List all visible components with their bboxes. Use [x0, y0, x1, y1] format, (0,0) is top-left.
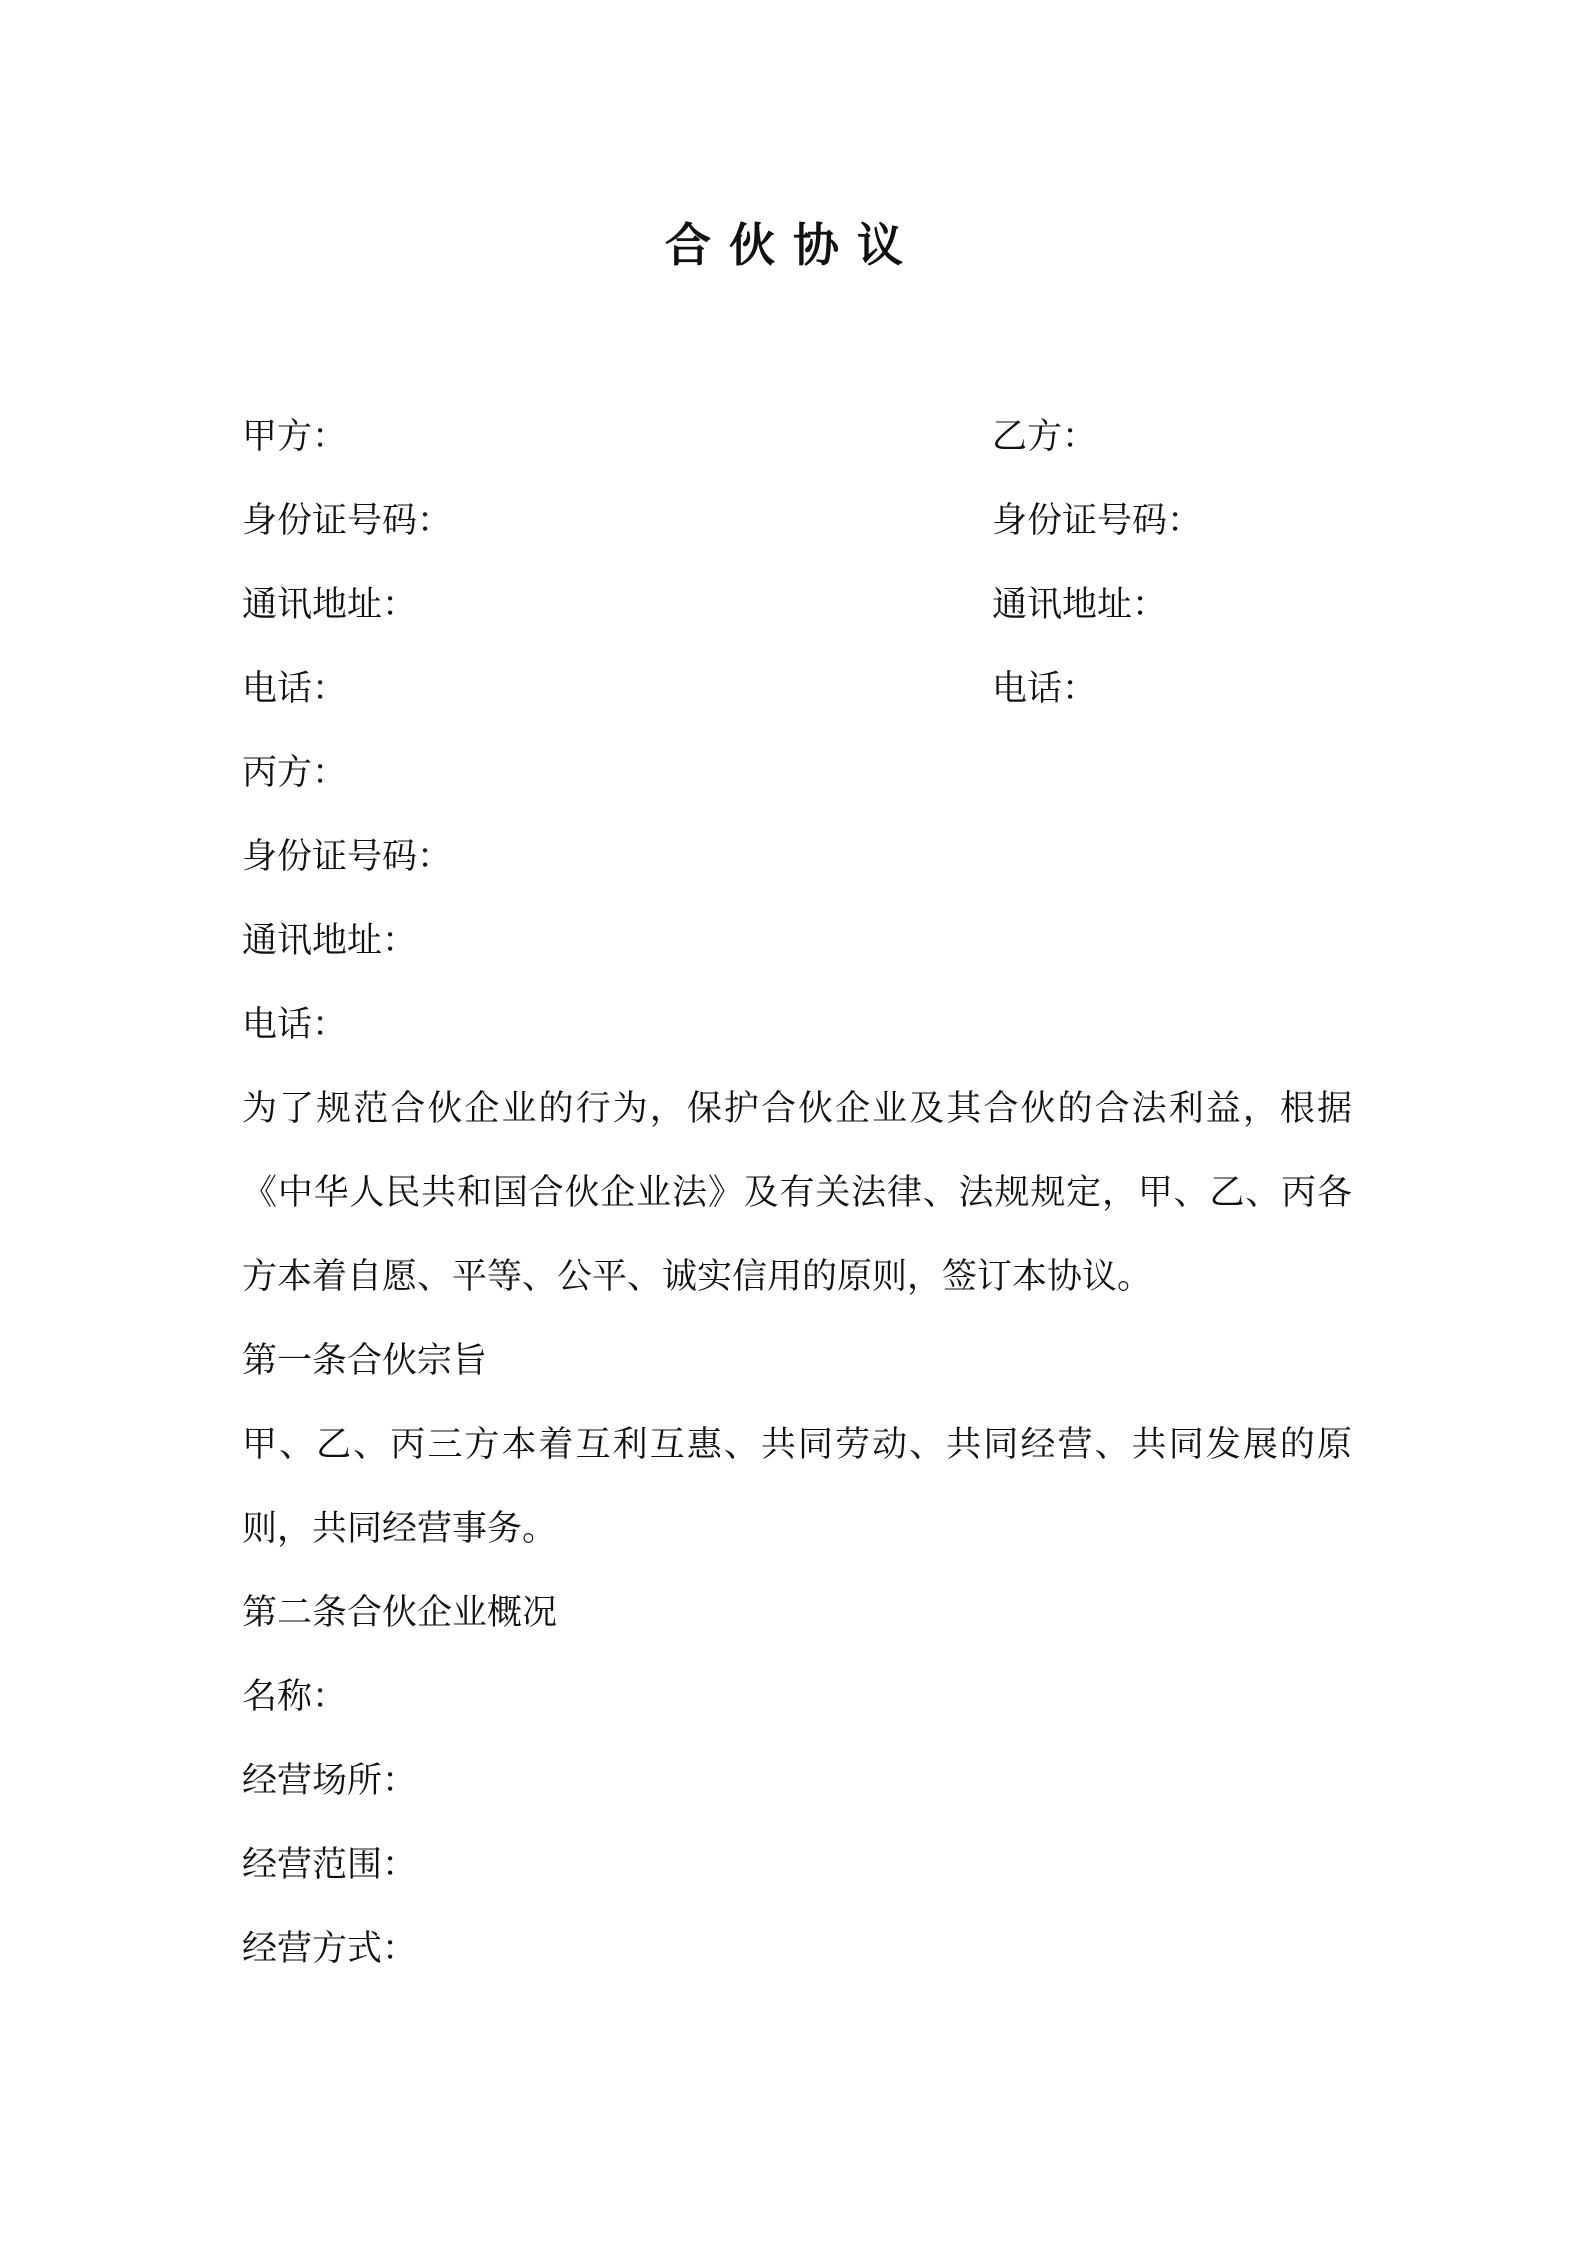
- party-a-phone-label: 电话：: [242, 669, 348, 709]
- party-c-address-label: 通讯地址：: [242, 921, 418, 961]
- article-1-body: 甲、乙、丙三方本着互利互惠、共同劳动、共同经营、共同发展的原则，共同经营事务。: [242, 1425, 1352, 1549]
- party-b-address-label: 通讯地址：: [992, 585, 1168, 625]
- party-a-id-label: 身份证号码：: [242, 501, 453, 541]
- party-c-phone-label: 电话：: [242, 1005, 348, 1045]
- party-b-name-label: 乙方：: [992, 417, 1098, 457]
- party-a-name-label: 甲方：: [242, 417, 348, 457]
- enterprise-name-label: 名称：: [242, 1677, 348, 1717]
- business-mode-label: 经营方式：: [242, 1929, 418, 1969]
- article-2-heading: 第二条合伙企业概况: [242, 1593, 558, 1633]
- document-title: 合伙协议: [665, 218, 921, 272]
- party-b-id-label: 身份证号码：: [992, 501, 1203, 541]
- business-premises-label: 经营场所：: [242, 1761, 418, 1801]
- party-b-phone-label: 电话：: [992, 669, 1098, 709]
- party-c-name-label: 丙方：: [242, 753, 348, 793]
- party-c-id-label: 身份证号码：: [242, 837, 453, 877]
- business-scope-label: 经营范围：: [242, 1845, 418, 1885]
- article-1-heading: 第一条合伙宗旨: [242, 1341, 488, 1381]
- preamble-paragraph: 为了规范合伙企业的行为，保护合伙企业及其合伙的合法利益，根据《中华人民共和国合伙企业法》及有关法律、法规规定，甲、乙、丙各方本着自愿、平等、公平、诚实信用的原则，签订本协议。: [242, 1089, 1352, 1297]
- party-a-address-label: 通讯地址：: [242, 585, 418, 625]
